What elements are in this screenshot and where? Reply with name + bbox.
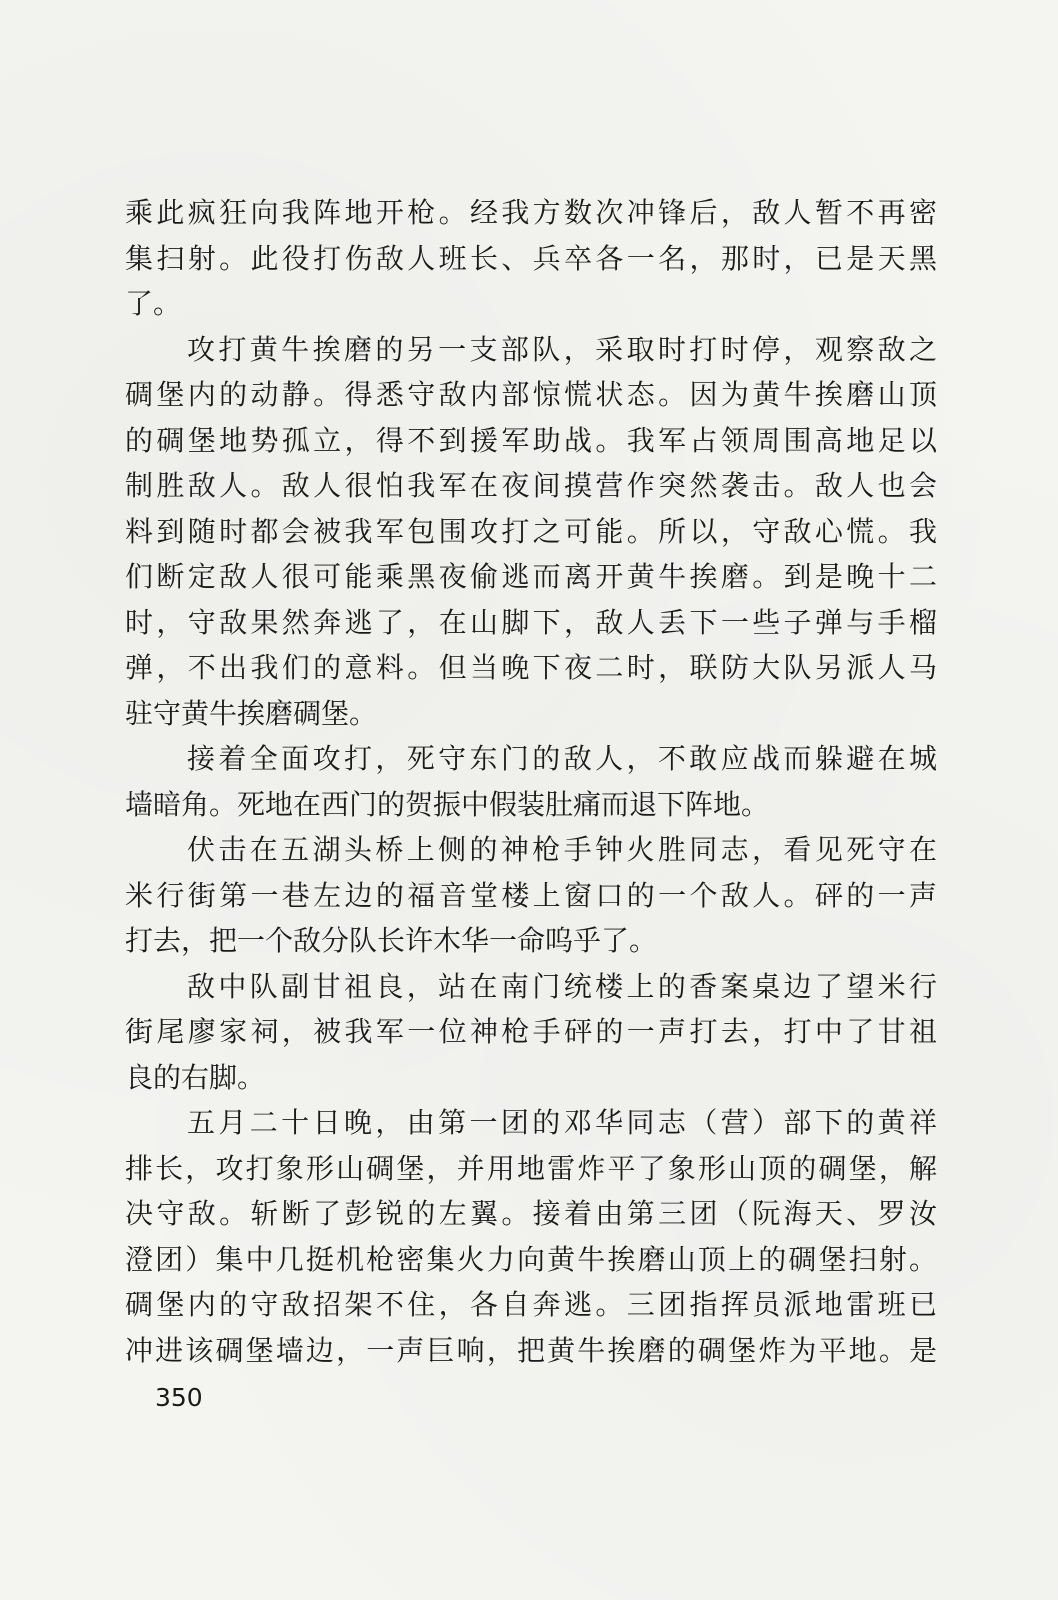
text-line: 乘此疯狂向我阵地开枪。经我方数次冲锋后，敌人暂不再密 — [125, 196, 937, 229]
text-line: 米行街第一巷左边的福音堂楼上窗口的一个敌人。砰的一声 — [125, 878, 937, 912]
text-line: 制胜敌人。敌人很怕我军在夜间摸营作突然袭击。敌人也会 — [125, 469, 937, 502]
text-line: 排长，攻打象形山碉堡，并用地雷炸平了象形山顶的碉堡，解 — [125, 1151, 937, 1185]
text-line: 的碉堡地势孤立，得不到援军助战。我军占领周围高地足以 — [125, 423, 937, 457]
text-line: 们断定敌人很可能乘黑夜偷逃而离开黄牛挨磨。到是晚十二 — [125, 560, 937, 593]
text-line: 集扫射。此役打伤敌人班长、兵卒各一名，那时，已是天黑 — [125, 241, 937, 275]
body-text — [125, 190, 937, 1373]
text-line: 了。 — [125, 287, 182, 320]
text-line: 弹，不出我们的意料。但当晚下夜二时，联防大队另派人马 — [125, 651, 937, 684]
text-line: 时，守敌果然奔逃了，在山脚下，敌人丢下一些子弹与手榴 — [125, 605, 937, 639]
text-line: 街尾廖家祠，被我军一位神枪手砰的一声打去，打中了甘祖 — [125, 1015, 937, 1048]
text-line: 伏击在五湖头桥上侧的神枪手钟火胜同志，看见死守在 — [187, 833, 937, 866]
text-line: 攻打黄牛挨磨的另一支部队，采取时打时停，观察敌之 — [187, 332, 937, 366]
page-number: 350 — [155, 1383, 203, 1412]
text-line: 料到随时都会被我军包围攻打之可能。所以，守敌心慌。我 — [125, 514, 937, 548]
text-line: 接着全面攻打，死守东门的敌人，不敢应战而躲避在城 — [187, 742, 937, 775]
text-line: 良的右脚。 — [125, 1060, 266, 1094]
text-line: 墙暗角。死地在西门的贺振中假装肚痛而退下阵地。 — [125, 787, 770, 821]
text-line: 打去，把一个敌分队长许木华一命呜乎了。 — [125, 924, 658, 957]
text-line: 五月二十日晚，由第一团的邓华同志（营）部下的黄祥 — [187, 1106, 937, 1139]
text-line: 碉堡内的动静。得悉守敌内部惊慌状态。因为黄牛挨磨山顶 — [125, 378, 937, 411]
text-line: 澄团）集中几挺机枪密集火力向黄牛挨磨山顶上的碉堡扫射。 — [125, 1242, 937, 1276]
text-line: 敌中队副甘祖良，站在南门统楼上的香案桌边了望米行 — [187, 969, 937, 1003]
text-line: 碉堡内的守敌招架不住，各自奔逃。三团指挥员派地雷班已 — [125, 1288, 937, 1321]
text-line: 冲进该碉堡墙边，一声巨响，把黄牛挨磨的碉堡炸为平地。是 — [125, 1333, 937, 1367]
text-line: 决守敌。斩断了彭锐的左翼。接着由第三团（阮海天、罗汝 — [125, 1197, 937, 1230]
text-line: 驻守黄牛挨磨碉堡。 — [125, 696, 378, 730]
